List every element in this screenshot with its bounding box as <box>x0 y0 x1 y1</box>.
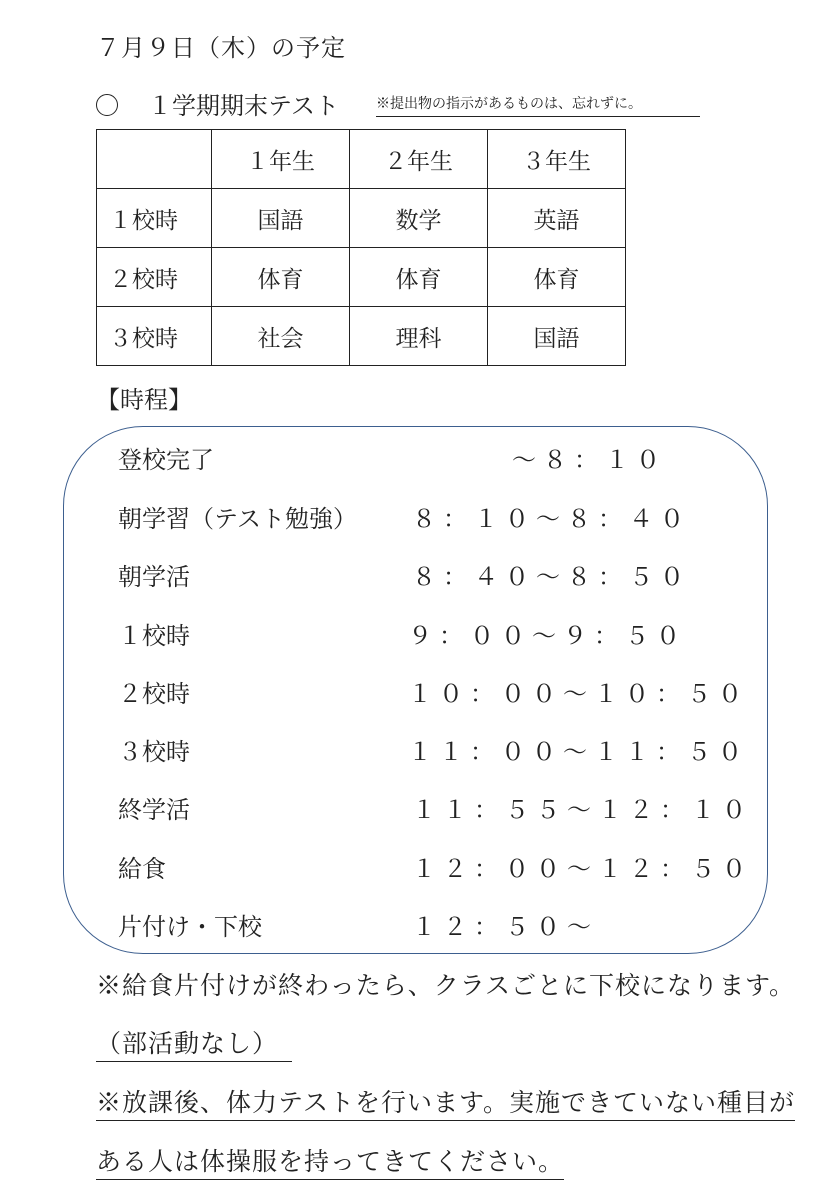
note-fitness-test <box>96 1083 795 1119</box>
schedule-label: 終学活 <box>118 796 190 824</box>
table-cell: 体育 <box>350 248 488 307</box>
exam-section-heading: １学期期末テスト <box>148 92 340 120</box>
table-row <box>97 307 626 366</box>
schedule-time: １０：００～１０：５０ <box>408 680 749 708</box>
schedule-label: ２校時 <box>118 680 190 708</box>
note-no-club-text: （部活動なし） <box>96 1029 266 1062</box>
table-header-row <box>97 130 626 189</box>
circle-bullet-icon <box>96 94 118 116</box>
schedule-time: ９：００～９：５０ <box>408 622 687 650</box>
schedule-label: １校時 <box>118 622 190 650</box>
row-header: １校時 <box>97 189 212 248</box>
note-dismissal: ※給食片付けが終わったら、クラスごとに下校になります。 <box>96 971 796 1000</box>
schedule-heading: 【時程】 <box>96 386 192 414</box>
table-cell: 理科 <box>350 307 488 366</box>
page-title: ７月９日（木）の予定 <box>96 34 346 62</box>
exam-timetable <box>96 129 626 366</box>
table-row <box>97 248 626 307</box>
schedule-time: ～８：１０ <box>512 446 667 474</box>
table-cell: 数学 <box>350 189 488 248</box>
table-cell: 社会 <box>212 307 350 366</box>
row-header: ２校時 <box>97 248 212 307</box>
schedule-time: １２：００～１２：５０ <box>412 855 753 883</box>
column-header: １年生 <box>212 130 350 189</box>
table-cell: 体育 <box>488 248 626 307</box>
schedule-label: 給食 <box>118 855 166 883</box>
schedule-label: 朝学習（テスト勉強） <box>118 505 358 533</box>
table-row <box>97 189 626 248</box>
schedule-label: 片付け・下校 <box>118 913 262 941</box>
table-cell: 国語 <box>488 307 626 366</box>
schedule-time: １１：００～１１：５０ <box>408 738 749 766</box>
exam-section-heading-row <box>96 86 339 121</box>
table-corner-cell <box>97 130 212 189</box>
column-header: ３年生 <box>488 130 626 189</box>
schedule-time: ８：４０～８：５０ <box>412 563 691 591</box>
note-no-club <box>96 1024 292 1060</box>
schedule-time: １２：５０～ <box>412 913 598 941</box>
submission-note: ※提出物の指示があるものは、忘れずに。 <box>376 93 700 117</box>
schedule-label: 朝学活 <box>118 563 190 591</box>
schedule-label: ３校時 <box>118 738 190 766</box>
schedule-time: １１：５５～１２：１０ <box>412 796 753 824</box>
column-header: ２年生 <box>350 130 488 189</box>
note-fitness-test-text: ※放課後、体力テストを行います。実施できていない種目が <box>96 1088 795 1121</box>
table-cell: 体育 <box>212 248 350 307</box>
schedule-label: 登校完了 <box>118 446 214 474</box>
note-gym-clothes <box>96 1142 564 1178</box>
table-cell: 国語 <box>212 189 350 248</box>
note-gym-clothes-text: ある人は体操服を持ってきてください。 <box>96 1147 564 1180</box>
table-cell: 英語 <box>488 189 626 248</box>
schedule-time: ８：１０～８：４０ <box>412 505 691 533</box>
row-header: ３校時 <box>97 307 212 366</box>
